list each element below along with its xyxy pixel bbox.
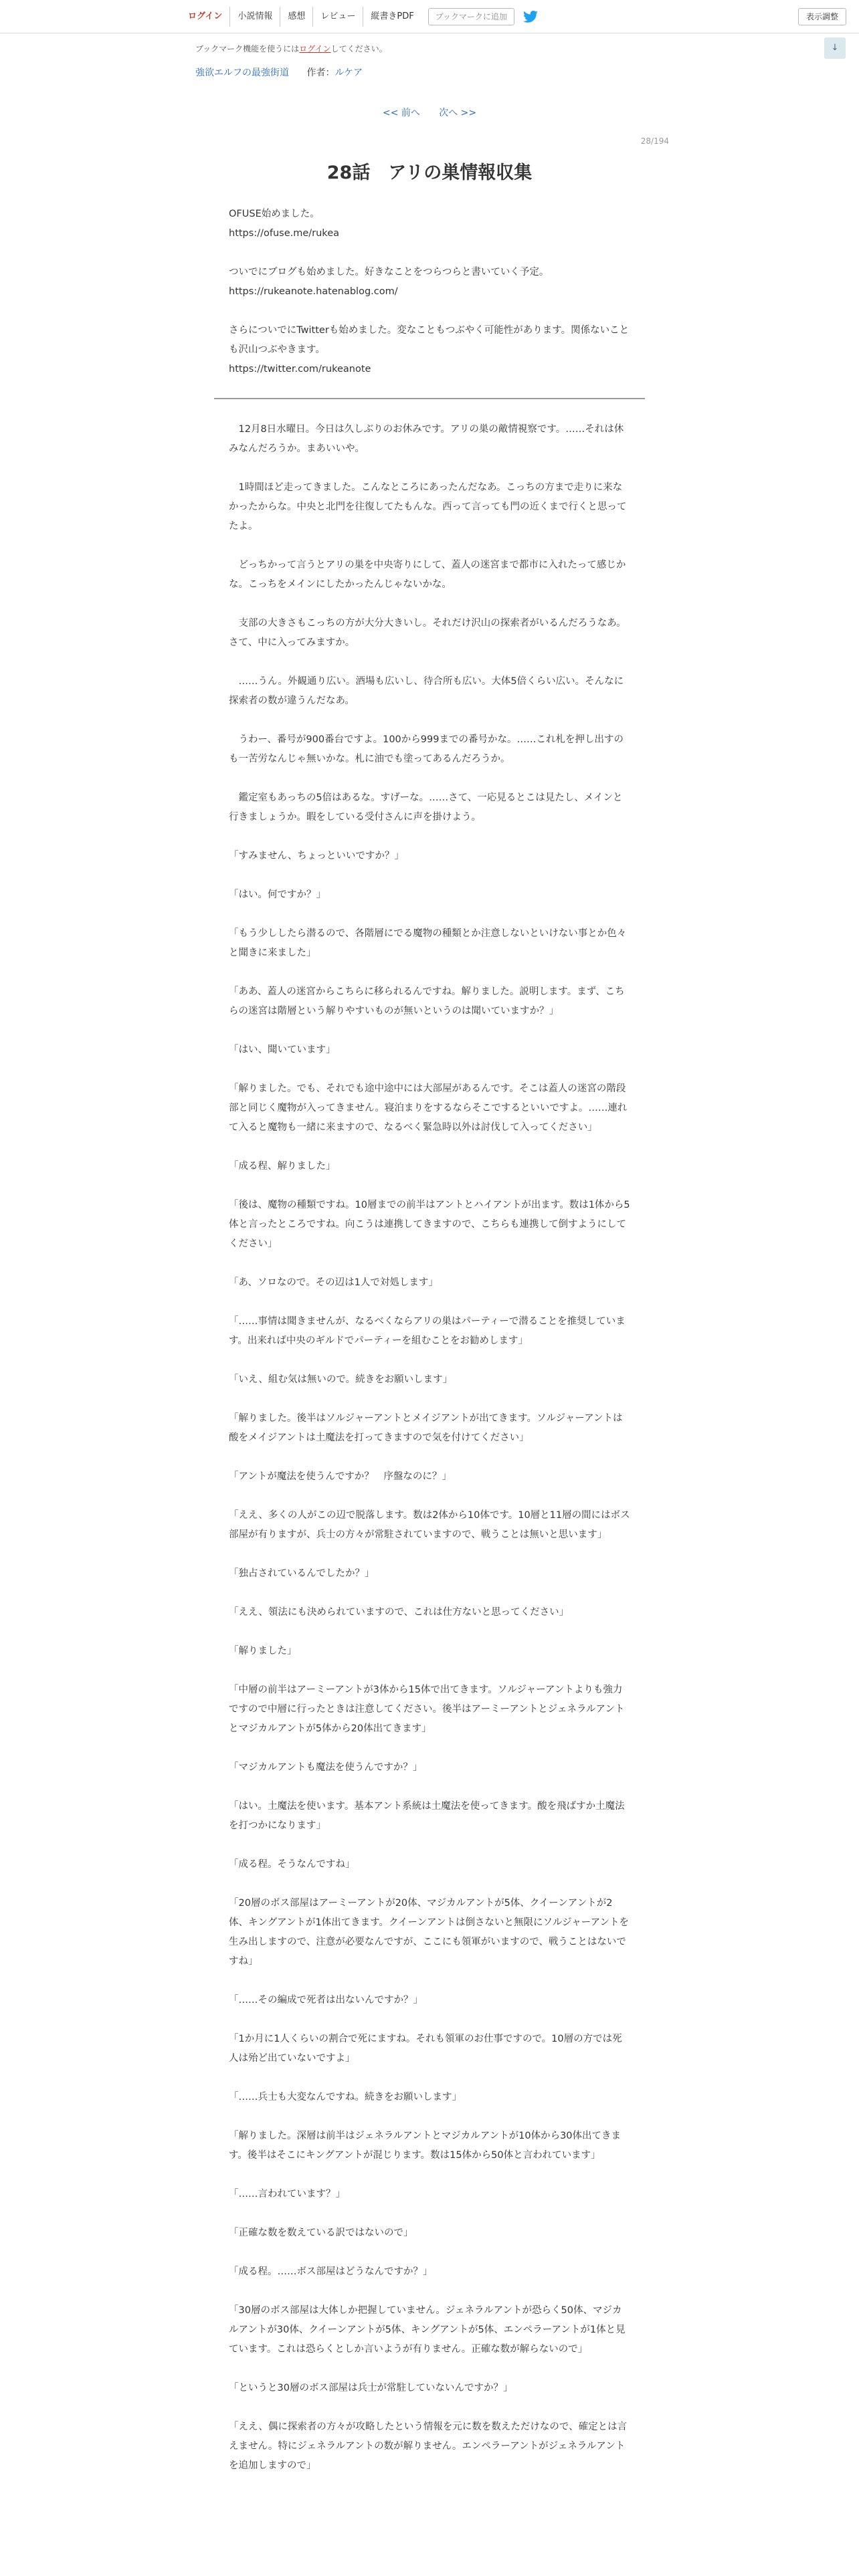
- body-paragraph: 「アントが魔法を使うんですか？ 序盤なのに？」: [229, 1471, 452, 1482]
- preface-url: https://ofuse.me/rukea: [229, 228, 339, 239]
- notice-login-link[interactable]: ログイン: [299, 44, 331, 53]
- body-paragraph: 「ええ、領法にも決められていますので、これは仕方ないと思ってください」: [229, 1607, 569, 1618]
- body-paragraph: 「30層のボス部屋は大体しか把握していません。ジェネラルアントが恐らく50体、マジカルアントが30体、クイーンアントが5体、キングアントが5体、エンペラーアントが1体と見ています。これは恐らくとしか言いようが有りません。正確な数が解らないので」: [229, 2305, 626, 2355]
- preface-paragraph: [229, 205, 630, 243]
- display-settings-button[interactable]: 表示調整: [798, 8, 846, 25]
- body-paragraph: 「正確な数を数えている訳ではないので」: [229, 2228, 413, 2238]
- top-navigation-bar: [0, 0, 859, 33]
- body-paragraph: 「というと30層のボス部屋は兵士が常駐していないんですか？」: [229, 2383, 513, 2393]
- body-paragraph: 「あ、ソロなので。その辺は1人で対処します」: [229, 1277, 438, 1288]
- body-paragraph: 鑑定室もあっちの5倍はあるな。すげーな。……さて、一応見るとこは見たし、メインと行きましょうか。暇をしている受付さんに声を掛けよう。: [229, 792, 623, 823]
- chapter-body: [229, 420, 630, 2495]
- body-paragraph: うわー、番号が900番台ですよ。100から999までの番号かな。……これ札を押し出すのも一苦労なんじゃ無いかな。札に油でも塗ってあるんだろうか。: [229, 734, 624, 764]
- body-paragraph: 「すみません、ちょっといいですか？」: [229, 851, 404, 861]
- body-paragraph: 「解りました。でも、それでも途中途中には大部屋があるんです。そこは蓋人の迷宮の階段部と同じく魔物が入ってきません。寝泊まりをするならそこでするといいですよ。……連れて入ると魔物も一緒に来ますので、なるべく緊急時以外は討伐して入ってください」: [229, 1083, 628, 1133]
- body-paragraph: 「……事情は聞きませんが、なるべくならアリの巣はパーティーで潜ることを推奨しています。出来れば中央のギルドでパーティーを組むことをお勧めします」: [229, 1316, 626, 1346]
- body-paragraph: 「もう少ししたら潜るので、各階層にでる魔物の種類とか注意しないといけない事とか色々と聞きに来ました」: [229, 928, 627, 958]
- review-link[interactable]: レビュー: [312, 7, 363, 27]
- notice-suffix: してください。: [330, 44, 387, 53]
- body-paragraph: ……うん。外観通り広い。酒場も広いし、待合所も広い。大体5倍くらい広い。そんなに探索者の数が違うんだなあ。: [229, 676, 624, 706]
- author-link[interactable]: ルケア: [335, 68, 363, 78]
- body-paragraph: 「……その編成で死者は出ないんですか？」: [229, 1995, 423, 2006]
- body-paragraph: 「成る程、解りました」: [229, 1161, 336, 1172]
- body-paragraph: 「はい。何ですか？」: [229, 889, 326, 900]
- impressions-link[interactable]: 感想: [280, 7, 312, 27]
- add-bookmark-button[interactable]: ブックマークに追加: [428, 8, 514, 25]
- body-paragraph: 「……言われています？」: [229, 2189, 345, 2199]
- page-number: 28/194: [640, 136, 669, 146]
- series-info: [195, 66, 363, 79]
- body-paragraph: 「解りました。深層は前半はジェネラルアントとマジカルアントが10体から30体出てきます。後半はそこにキングアントが混じります。数は15体から50体と言われています」: [229, 2131, 622, 2161]
- section-divider: [214, 398, 645, 399]
- preface-line: ついでにブログも始めました。好きなことをつらつらと書いていく予定。: [229, 267, 549, 278]
- preface-url: https://rukeanote.hatenablog.com/: [229, 286, 398, 297]
- body-paragraph: 「ええ、偶に探索者の方々が攻略したという情報を元に数を数えただけなので、確定とは言えません。特にジェネラルアントの数が解りません。エンペラーアントがジェネラルアントを追加しますので」: [229, 2422, 628, 2471]
- body-paragraph: 「20層のボス部屋はアーミーアントが20体、マジカルアントが5体、クイーンアントが2体、キングアントが1体出てきます。クイーンアントは倒さないと無限にソルジャーアントを生み出しますので、注意が必要なんですが、ここにも領軍がいますので、戦うことはないですね」: [229, 1898, 629, 1967]
- body-paragraph: 「解りました」: [229, 1646, 297, 1656]
- chapter-title: 28話 アリの巣情報収集: [326, 163, 533, 183]
- prev-chapter-link[interactable]: << 前へ: [382, 108, 420, 118]
- body-paragraph: 支部の大きさもこっちの方が大分大きいし。それだけ沢山の探索者がいるんだろうなあ。さて、中に入ってみますか。: [229, 618, 626, 648]
- arrow-down-icon: ↓: [831, 43, 839, 53]
- body-paragraph: 「……兵士も大変なんですね。続きをお願いします」: [229, 2092, 462, 2103]
- body-paragraph: 「1か月に1人くらいの割合で死にますね。それも領軍のお仕事ですので。10層の方では死人は殆ど出ていないですよ」: [229, 2034, 622, 2064]
- vertical-pdf-link[interactable]: 縦書きPDF: [363, 7, 421, 27]
- body-paragraph: どっちかって言うとアリの巣を中央寄りにして、蓋人の迷宮まで都市に入れたって感じかな。こっちをメインにしたかったんじゃないかな。: [229, 560, 626, 590]
- main-nav: [181, 7, 539, 27]
- preface-section: [229, 205, 630, 399]
- body-paragraph: 「解りました。後半はソルジャーアントとメイジアントが出てきます。ソルジャーアントは酸をメイジアントは土魔法を打ってきますので気を付けてください」: [229, 1413, 623, 1443]
- body-paragraph: 「成る程。そうなんですね」: [229, 1859, 355, 1870]
- body-paragraph: 「マジカルアントも魔法を使うんですか？」: [229, 1762, 423, 1773]
- bookmark-login-notice: [195, 43, 387, 54]
- login-link[interactable]: ログイン: [188, 11, 223, 21]
- preface-line: さらについでにTwitterも始めました。変なこともつぶやく可能性があります。関係ないことも沢山つぶやきます。: [229, 325, 630, 355]
- chapter-pager: [0, 106, 859, 119]
- body-paragraph: 「ああ、蓋人の迷宮からこちらに移られるんですね。解りました。説明します。まず、こちらの迷宮は階層という解りやすいものが無いというのは聞いていますか？」: [229, 986, 625, 1016]
- novel-info-link[interactable]: 小説情報: [229, 7, 280, 27]
- body-paragraph: 「はい。土魔法を使います。基本アント系統は土魔法を使ってきます。酸を飛ばすか土魔法を打つかになります」: [229, 1801, 625, 1831]
- body-paragraph: 「成る程。……ボス部屋はどうなんですか？」: [229, 2266, 433, 2277]
- preface-url: https://twitter.com/rukeanote: [229, 364, 371, 374]
- body-paragraph: 「中層の前半はアーミーアントが3体から15体で出てきます。ソルジャーアントよりも強力ですので中層に行ったときは注意してください。後半はアーミーアントとジェネラルアントとマジカルアントが5体から20体出てきます」: [229, 1685, 625, 1734]
- scroll-down-button[interactable]: [824, 37, 846, 59]
- body-paragraph: 「独占されているんでしたか？」: [229, 1568, 375, 1579]
- series-title-link[interactable]: 強欲エルフの最強街道: [195, 68, 289, 78]
- body-paragraph: 1時間ほど走ってきました。こんなところにあったんだなあ。こっちの方まで走りに来なかったからな。中央と北門を往復してたもんな。西って言っても門の近くまで行くと思ってたよ。: [229, 482, 627, 532]
- body-paragraph: 「後は、魔物の種類ですね。10層までの前半はアントとハイアントが出ます。数は1体から5体と言ったところですね。向こうは連携してきますので、こちらも連携して倒すようにしてください」: [229, 1200, 630, 1249]
- author-label: 作者：: [306, 68, 335, 78]
- twitter-bird-icon[interactable]: [522, 9, 539, 25]
- preface-paragraph: [229, 321, 630, 379]
- body-paragraph: 「はい、聞いています」: [229, 1045, 336, 1055]
- next-chapter-link[interactable]: 次へ >>: [439, 108, 477, 118]
- preface-line: OFUSE始めました。: [229, 209, 320, 219]
- preface-paragraph: [229, 263, 630, 302]
- notice-prefix: ブックマーク機能を使うには: [195, 44, 300, 53]
- body-paragraph: 12月8日水曜日。今日は久しぶりのお休みです。アリの巣の敵情視察です。……それは休みなんだろうか。まあいいや。: [229, 424, 624, 454]
- body-paragraph: 「ええ、多くの人がこの辺で脱落します。数は2体から10体です。10層と11層の間にはボス部屋が有りますが、兵士の方々が常駐されていますので、戦うことは無いと思います」: [229, 1510, 630, 1540]
- body-paragraph: 「いえ、組む気は無いので。続きをお願いします」: [229, 1374, 453, 1385]
